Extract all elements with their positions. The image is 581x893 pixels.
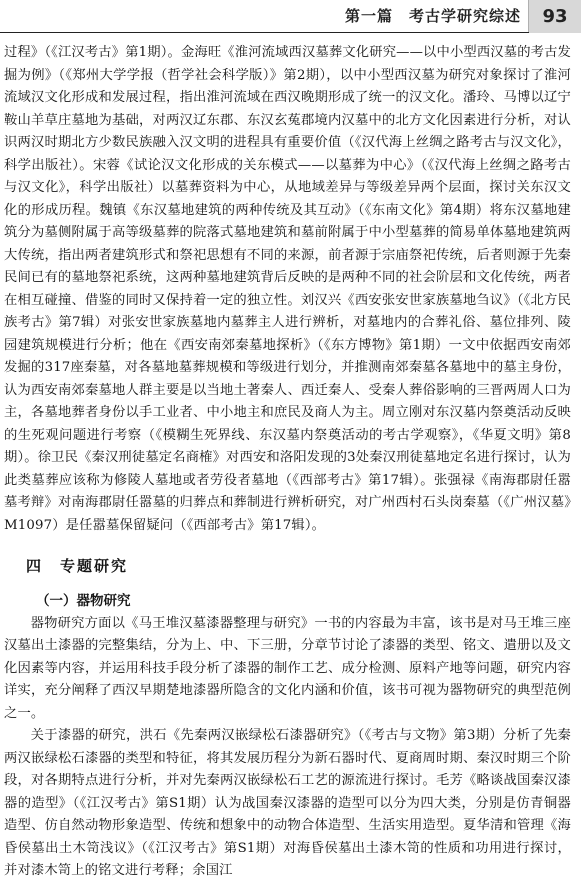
section-heading: 四 专题研究 bbox=[26, 557, 129, 575]
page-number: 93 bbox=[528, 0, 581, 33]
body-paragraph: 器物研究方面以《马王堆汉墓漆器整理与研究》一书的内容最为丰富，该书是对马王堆三座汉墓出土漆器的完整集结，分为上、中、下三册，分章节讨论了漆器的类型、铭文、遣册以及文化因素等内容，并运用科技手段分析了漆器的制作工艺、成分检测、原料产地等问题，研究内容详实，充分阐释了西汉早期楚地漆器所隐含的文化内涵和价值，该书可视为器物研究的典型范例之一。 bbox=[4, 615, 571, 721]
body-paragraph-continued: 过程》（《江汉考古》第1期）。金海旺《淮河流域西汉墓葬文化研究——以中小型西汉墓的考古发掘为例》（《郑州大学学报（哲学社会科学版）》第2期），以中小型西汉墓为研究对象探讨了淮河流域汉文化形成和发展过程，指出淮河流域在西汉晚期形成了统一的汉文化。潘玲、马博以辽宁鞍山羊草庄墓地为基础，对两汉辽东郡、东汉玄菟郡境内汉墓中的北方文化因素进行分析，对认识两汉时期北方少数民族融入汉文明的进程具有重要价值（《汉代海上丝绸之路考古与汉文化》，科学出版社）。宋蓉《试论汉文化形成的关东模式——以墓葬为中心》（《汉代海上丝绸之路考古与汉文化》，科学出版社）以墓葬资料为中心，从地域差异与等级差异两个层面，探讨关东汉文化的形成历程。魏镇《东汉墓地建筑的两种传统及其互动》（《东南文化》第4期）将东汉墓地建筑分为墓侧附属于高等级墓葬的院落式墓地建筑和墓前附属于中小型墓葬的简易单体墓地建筑两大传统，指出两者建筑形式和祭祀思想有不同的来源，前者源于宗庙祭祀传统，后者则源于先秦民间已有的墓地祭祀系统，这两种墓地建筑背后反映的是两种不同的社会阶层和文化传统，两者在相互碰撞、借鉴的同时又保持着一定的独立性。刘汉兴《西安张安世家族墓地刍议》（《北方民族考古》第7辑）对张安世家族墓地内墓葬主人进行辨析，对墓地内的合葬礼俗、墓位排列、陵园建筑规模进行分析；他在《西安南郊秦墓地探析》（《东方博物》第1期）一文中依据西安南郊发掘的317座秦墓，对各墓地墓葬规模和等级进行划分，并推测南郊秦墓各墓地中的墓主身份，认为西安南郊秦墓地人群主要是以当地土著秦人、西迁秦人、受秦人葬俗影响的三晋两周人口为主，各墓地葬者身份以手工业者、中小地主和庶民及商人为主。周立刚对东汉墓内祭奠活动反映的生死观问题进行考察（《模糊生死界线、东汉墓内祭奠活动的考古学观察》，《华夏文明》第8期）。徐卫民《秦汉刑徒墓定名商榷》对西安和洛阳发现的3处秦汉刑徒墓地定名进行探讨，认为此类墓葬应该称为修陵人墓地或者劳役者墓地（《西部考古》第17辑）。张强禄《南海郡尉任嚣墓考辩》对南海郡尉任嚣墓的归葬点和葬制进行辨析研究，对广州西村石头岗秦墓（《广州汉墓》M1097）是任嚣墓保留疑问（《西部考古》第17辑）。 bbox=[4, 45, 571, 533]
subsection-heading: （一）器物研究 bbox=[36, 593, 131, 609]
header-divider bbox=[0, 32, 529, 33]
running-head-title: 第一篇 考古学研究综述 bbox=[344, 7, 521, 25]
page-body bbox=[4, 42, 571, 883]
body-paragraph: 关于漆器的研究，洪石《先秦两汉嵌绿松石漆器研究》（《考古与文物》第3期）分析了先秦两汉嵌绿松石漆器的类型和特征，将其发展历程分为新石器时代、夏商周时期、秦汉时期三个阶段，对各期特点进行分析，并对先秦两汉嵌绿松石工艺的源流进行探讨。毛芳《略谈战国秦汉漆器的造型》（《江汉考古》第S1期）认为战国秦汉漆器的造型可以分为四大类，分别是仿青铜器造型、仿自然动物形象造型、传统和想象中的动物合体造型、生活实用造型。夏华清和管理《海昏侯墓出土木笥浅议》（《江汉考古》第S1期）对海昏侯墓出土漆木笥的性质和功用进行探讨，并对漆木笥上的铭文进行考释；余国江 bbox=[4, 728, 571, 878]
page-header bbox=[0, 0, 581, 32]
